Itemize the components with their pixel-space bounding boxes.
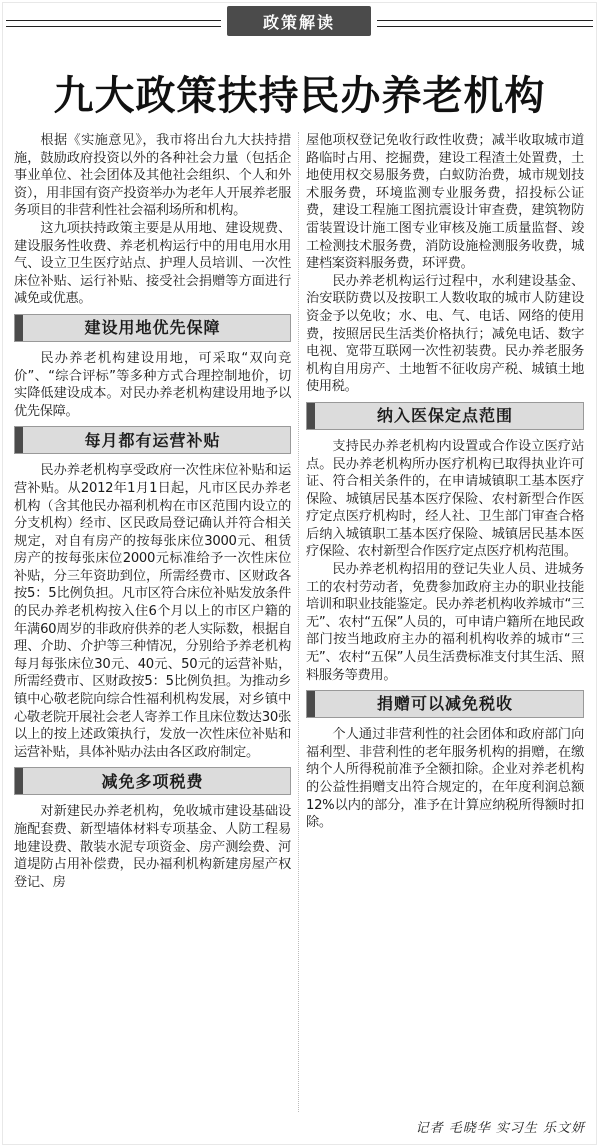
- top-rule-left-2: [6, 26, 221, 27]
- top-rule-left: [6, 20, 221, 21]
- section-heading-medical-insurance: 纳入医保定点范围: [306, 402, 584, 430]
- section-heading-subsidy: 每月都有运营补贴: [14, 426, 291, 454]
- paragraph: 个人通过非营利性的社会团体和政府部门向福利型、非营利性的老年服务机构的捐赠，在缴纳个人所得税前准予全额扣除。企业对养老机构的公益性捐赠支出符合规定的，在年度利润总额12%以内的部分，准予在计算应纳税所得额时扣除。: [306, 727, 584, 831]
- section-heading-tax-relief: 减免多项税费: [14, 767, 291, 795]
- column-divider: [298, 132, 299, 1112]
- paragraph: 屋他项权登记免收行政性收费；减半收取城市道路临时占用、挖掘费，建设工程渣土处置费，土地使用权交易服务费，白蚁防治费，城市规划技术服务费，环境监测专业服务费，招投标公证费，建设工程施工图抗震设计审查费，建筑物防雷装置设计施工图专业审核及施工质量监督、竣工检测技术服务费，消防设施检测服务收费，城建档案资料服务费，环评费。: [306, 133, 584, 272]
- left-column: [14, 132, 291, 891]
- paragraph: 根据《实施意见》，我市将出台九大扶持措施，鼓励政府投资以外的各种社会力量（包括企事业单位、社会团体及其他社会组织、个人和外资），用非国有资产投资举办为老年人开展养老服务项目的非营利性社会福利场所和机构。: [14, 133, 291, 219]
- paragraph: 支持民办养老机构内设置或合作设立医疗站点。民办养老机构所办医疗机构已取得执业许可证、符合相关条件的，在申请城镇职工基本医疗保险、城镇居民基本医疗保险、农村新型合作医疗定点医疗机构时，经人社、卫生部门审查合格后纳入城镇职工基本医疗保险、城镇居民基本医疗保险、农村新型合作医疗定点医疗机构范围。: [306, 438, 584, 560]
- section-tag: 政策解读: [227, 6, 371, 36]
- section-heading-donation: 捐赠可以减免税收: [306, 690, 584, 718]
- top-rule-right-2: [377, 26, 593, 27]
- right-column: [306, 132, 584, 832]
- paragraph: 民办养老机构享受政府一次性床位补贴和运营补贴。从2012年1月1日起，凡市区民办养老机构（含其他民办福利机构在市区范围内设立的分支机构）经市、区民政局登记确认并符合相关规定，对自有房产的按每张床位3000元、租赁房产的按每张床位2000元标准给予一次性床位补贴，分三年资助到位，所需经费市、区财政各按5：5比例负担。凡市区符合床位补贴发放条件的民办养老机构按入住6个月以上的市区户籍的年满60周岁的非政府供养的老人实际数，根据自理、介助、介护等三种情况，分别给予养老机构每月每张床位30元、40元、50元的运营补贴，所需经费市、区财政按5：5比例负担。为推动乡镇中心敬老院向综合性福利机构发展，对乡镇中心敬老院开展社会老人寄养工作且床位数达30张以上的按上述政策执行，发放一次性床位补贴和运营补贴，具体补贴办法由各区政府制定。: [14, 463, 291, 760]
- paragraph: 民办养老机构运行过程中，水利建设基金、治安联防费以及按职工人数收取的城市人防建设资金予以免收；水、电、气、电话、网络的使用费，按照居民生活类价格执行；减免电话、数字电视、宽带互联网一次性初装费。民办养老服务机构自用房产、土地暂不征收房产税、城镇土地使用税。: [306, 273, 584, 395]
- top-rule-right: [377, 20, 593, 21]
- paragraph: 民办养老机构招用的登记失业人员、进城务工的农村劳动者，免费参加政府主办的职业技能培训和职业技能鉴定。民办养老机构收养城市“三无”、农村“五保”人员的，可申请户籍所在地民政部门按当地政府主办的福利机构收养的城市“三无”、农村“五保”人员生活费标准支付其生活、照料服务等费用。: [306, 562, 584, 683]
- byline: 记者 毛晓华 实习生 乐文妍: [415, 1121, 585, 1136]
- section-heading-land: 建设用地优先保障: [14, 314, 291, 342]
- paragraph: 这九项扶持政策主要是从用地、建设规费、建设服务性收费、养老机构运行中的用电用水用气、设立卫生医疗站点、护理人员培训、一次性床位补贴、运行补贴、接受社会捐赠等方面进行减免或优惠。: [14, 220, 291, 307]
- article-headline: 九大政策扶持民办养老机构: [53, 73, 546, 119]
- paragraph: 民办养老机构建设用地，可采取“双向竞价”、“综合评标”等多种方式合理控制地价，切实降低建设成本。对民办养老机构建设用地予以优先保障。: [14, 350, 291, 419]
- paragraph: 对新建民办养老机构，免收城市建设基础设施配套费、新型墙体材料专项基金、人防工程易地建设费、散装水泥专项资金、房产测绘费、河道堤防占用补偿费，民办福利机构新建房屋产权登记、房: [14, 804, 291, 890]
